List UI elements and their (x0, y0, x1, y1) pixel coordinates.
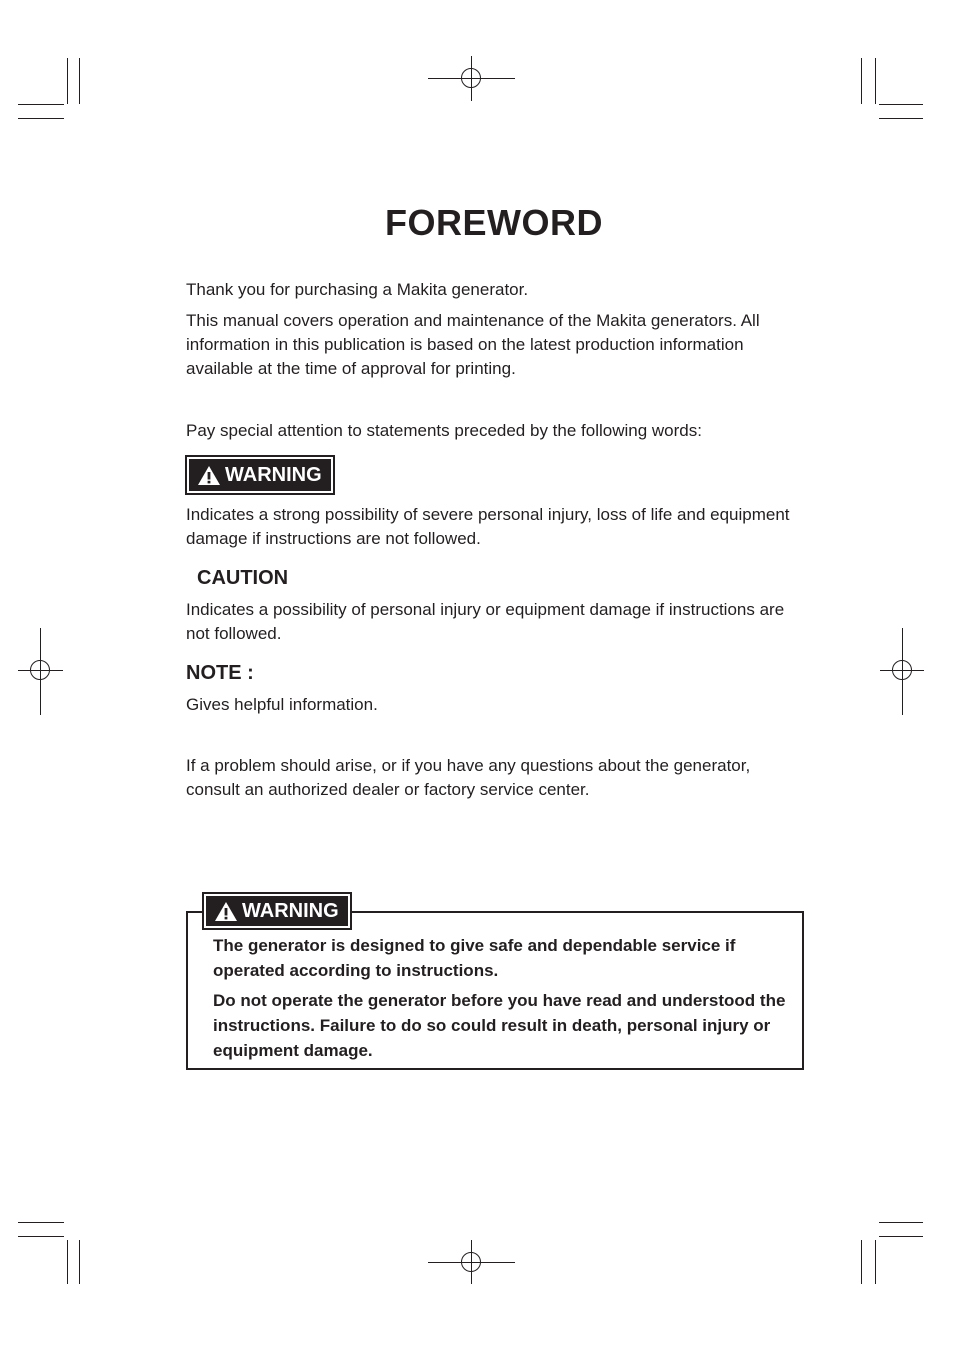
manual-coverage-text: This manual covers operation and maintenance of the Makita generators. All information in this publication is based on the latest production information available at the time of approval for printing. (186, 311, 760, 378)
caution-description: Indicates a possibility of personal injury or equipment damage if instructions are not followed. (186, 600, 785, 643)
warning-triangle-icon (197, 465, 221, 486)
thank-you-text: Thank you for purchasing a Makita generator. (186, 280, 529, 299)
note-heading: NOTE : (186, 662, 254, 684)
warning-box-line2: Do not operate the generator before you have read and understood the instructions. Failure to do so could result in death, personal injury or equipment damage. (213, 991, 786, 1060)
warning-box-badge (202, 892, 352, 930)
warning-description: Indicates a strong possibility of severe personal injury, loss of life and equipment damage if instructions are not followed. (186, 505, 790, 548)
warning-badge (185, 455, 335, 495)
warning-label: WARNING (225, 464, 322, 486)
warning-triangle-icon (214, 901, 238, 922)
note-description: Gives helpful information. (186, 695, 378, 714)
caution-heading: CAUTION (197, 567, 289, 589)
attention-text: Pay special attention to statements preceded by the following words: (186, 421, 702, 440)
contact-text: If a problem should arise, or if you have any questions about the generator, consult an authorized dealer or factory service center. (186, 756, 751, 799)
page-title: FOREWORD (385, 202, 603, 243)
warning-box-label: WARNING (242, 900, 339, 922)
warning-box-line1: The generator is designed to give safe and dependable service if operated according to instructions. (213, 936, 736, 980)
